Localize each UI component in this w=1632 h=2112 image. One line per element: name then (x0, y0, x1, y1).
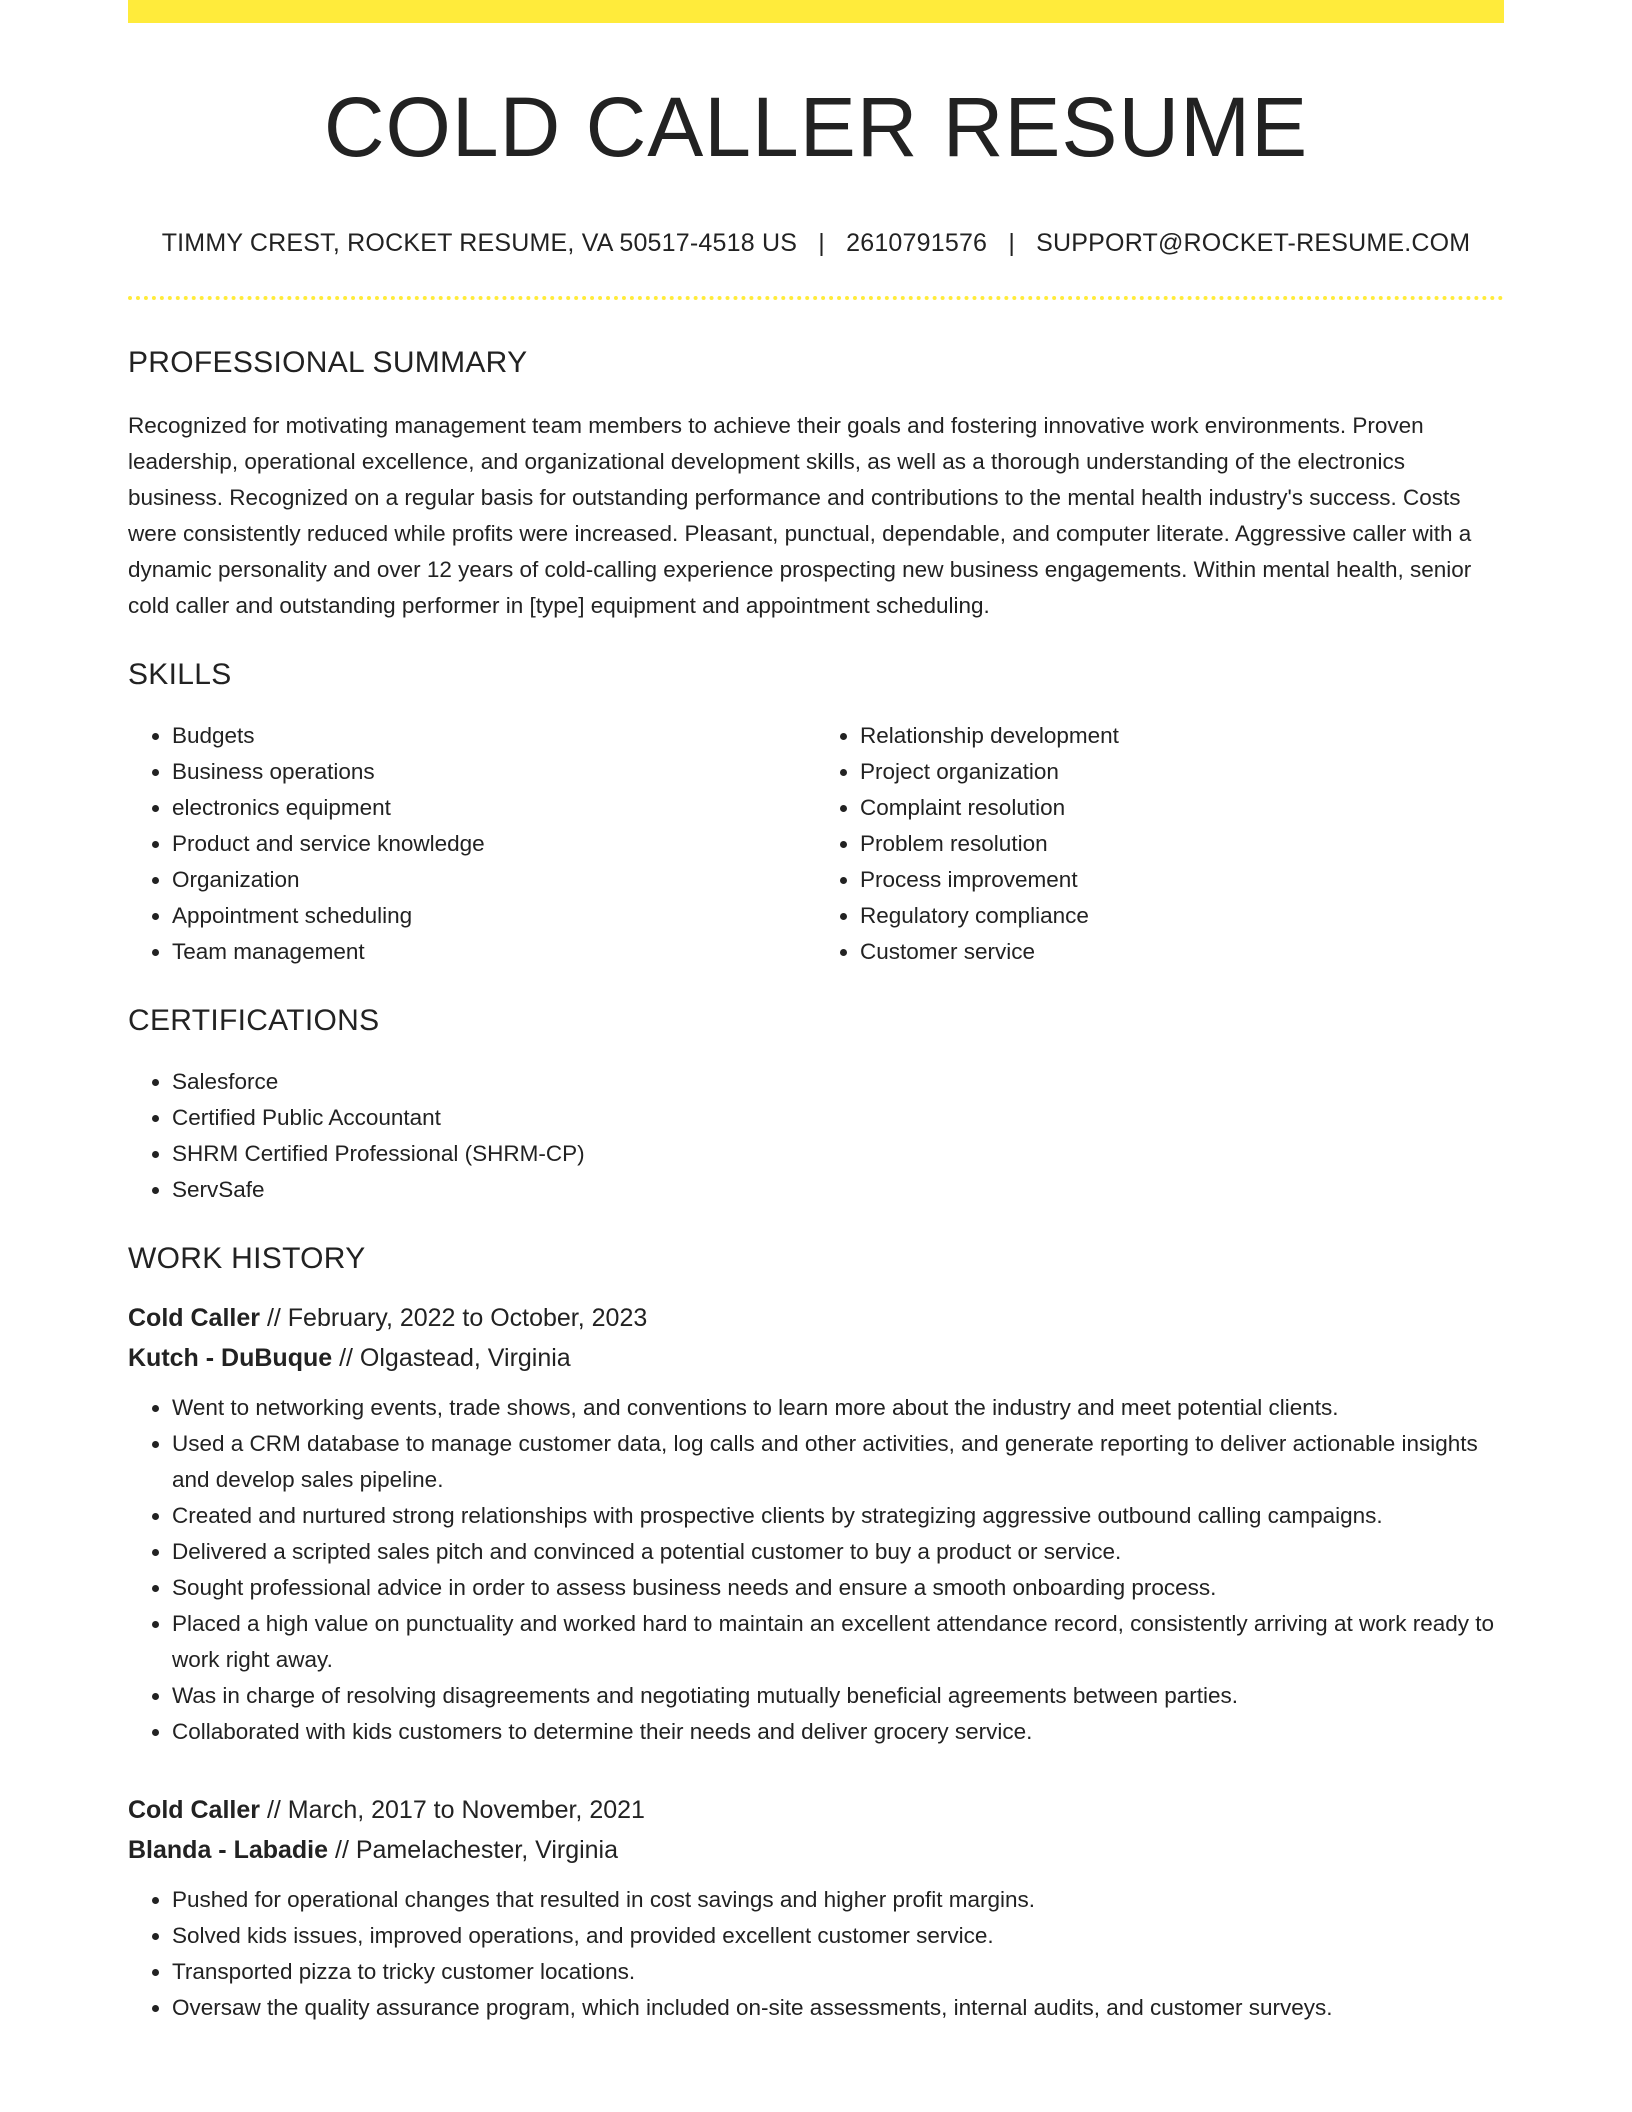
job-company-line (128, 1338, 1504, 1378)
job-title: Cold Caller (128, 1796, 260, 1824)
certification-item: • SHRM Certified Professional (SHRM-CP) (172, 1136, 1504, 1172)
job-company: Kutch - DuBuque (128, 1344, 333, 1372)
duty-item: • Went to networking events, trade shows, and conventions to learn more about the industry and meet potential clients. (172, 1390, 1504, 1426)
duty-item: • Sought professional advice in order to assess business needs and ensure a smooth onboarding process. (172, 1570, 1504, 1606)
skill-item: • Problem resolution (860, 826, 1504, 862)
duty-item: • Created and nurtured strong relationships with prospective clients by strategizing aggressive outbound calling campaigns. (172, 1498, 1504, 1534)
skill-item: • Appointment scheduling (172, 898, 816, 934)
accent-top-bar (128, 0, 1504, 23)
certifications-heading: CERTIFICATIONS (128, 1004, 380, 1037)
job-company: Blanda - Labadie (128, 1836, 329, 1864)
certification-item: • ServSafe (172, 1172, 1504, 1208)
contact-separator: | (818, 229, 825, 257)
job-duties-list (128, 1390, 1504, 1750)
duty-item: • Oversaw the quality assurance program, which included on-site assessments, internal audits, and customer surveys. (172, 1990, 1504, 2026)
skill-item: • Process improvement (860, 862, 1504, 898)
skill-item: • Budgets (172, 718, 816, 754)
skills-heading: SKILLS (128, 658, 232, 691)
skill-item: • Team management (172, 934, 816, 970)
skill-item: • Organization (172, 862, 816, 898)
contact-separator: | (1008, 229, 1016, 257)
skill-item: • electronics equipment (172, 790, 816, 826)
job-dates: // March, 2017 to November, 2021 (266, 1796, 645, 1824)
skill-item: • Project organization (860, 754, 1504, 790)
duty-item: • Was in charge of resolving disagreements and negotiating mutually beneficial agreements between parties. (172, 1678, 1504, 1714)
certifications-list (128, 1064, 1504, 1208)
work-history-section (128, 1244, 1504, 2026)
skill-item: • Customer service (860, 934, 1504, 970)
job-duties-list (128, 1882, 1504, 2026)
resume-page (128, 0, 1504, 2026)
summary-section (128, 348, 1504, 624)
job-entry (128, 1790, 1504, 2026)
job-location: // Pamelachester, Virginia (335, 1836, 619, 1864)
contact-email: SUPPORT@ROCKET-RESUME.COM (1036, 229, 1471, 257)
job-location: // Olgastead, Virginia (339, 1344, 571, 1372)
dotted-divider (128, 296, 1504, 300)
summary-text: Recognized for motivating management team members to achieve their goals and fostering innovative work environments. Proven leadership, operational excellence, and organizational development skills, as well as a thorough understanding of the electronics business. Recognized on a regular basis for outstanding performance and contributions to the mental health industry's success. Costs were consistently reduced while profits were increased. Pleasant, punctual, dependable, and computer literate. Aggressive caller with a dynamic personality and over 12 years of cold-calling experience prospecting new business engagements. Within mental health, senior cold caller and outstanding performer in [type] equipment and appointment scheduling. (128, 413, 1472, 618)
contact-address: TIMMY CREST, ROCKET RESUME, VA 50517-4518 US (161, 229, 798, 257)
resume-title: COLD CALLER RESUME (323, 80, 1309, 174)
duty-item: • Delivered a scripted sales pitch and convinced a potential customer to buy a product or service. (172, 1534, 1504, 1570)
skills-list-left (128, 718, 816, 970)
skill-item: • Product and service knowledge (172, 826, 816, 862)
work-history-heading: WORK HISTORY (128, 1242, 366, 1275)
skills-columns (128, 718, 1504, 970)
skills-list-right (816, 718, 1504, 970)
duty-item: • Pushed for operational changes that resulted in cost savings and higher profit margins. (172, 1882, 1504, 1918)
skills-section (128, 660, 1504, 970)
job-entry (128, 1298, 1504, 1750)
skill-item: • Complaint resolution (860, 790, 1504, 826)
skill-item: • Regulatory compliance (860, 898, 1504, 934)
duty-item: • Solved kids issues, improved operations, and provided excellent customer service. (172, 1918, 1504, 1954)
job-title: Cold Caller (128, 1304, 260, 1332)
job-dates: // February, 2022 to October, 2023 (266, 1304, 648, 1332)
contact-line (128, 231, 1504, 256)
summary-heading: PROFESSIONAL SUMMARY (128, 346, 528, 379)
job-title-line (128, 1790, 1504, 1830)
certification-item: • Certified Public Accountant (172, 1100, 1504, 1136)
duty-item: • Transported pizza to tricky customer locations. (172, 1954, 1504, 1990)
job-title-line (128, 1298, 1504, 1338)
contact-phone: 2610791576 (846, 229, 988, 257)
skill-item: • Business operations (172, 754, 816, 790)
certification-item: • Salesforce (172, 1064, 1504, 1100)
duty-item: • Used a CRM database to manage customer data, log calls and other activities, and generate reporting to deliver actionable insights and develop sales pipeline. (172, 1426, 1504, 1498)
duty-item: • Collaborated with kids customers to determine their needs and deliver grocery service. (172, 1714, 1504, 1750)
duty-item: • Placed a high value on punctuality and worked hard to maintain an excellent attendance record, consistently arriving at work ready to work right away. (172, 1606, 1504, 1678)
job-company-line (128, 1830, 1504, 1870)
certifications-section (128, 1006, 1504, 1208)
skill-item: • Relationship development (860, 718, 1504, 754)
